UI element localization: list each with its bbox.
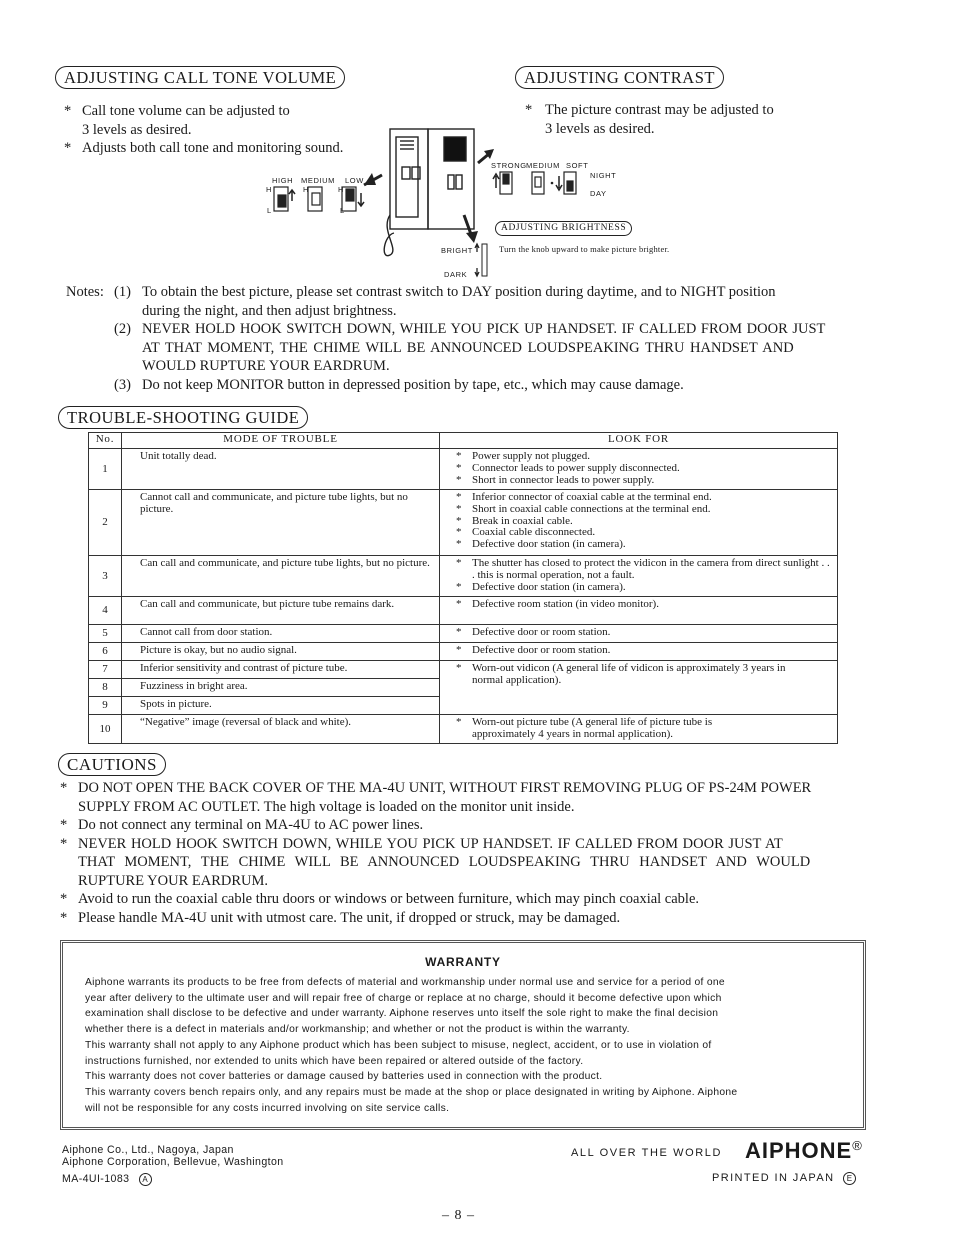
caution-item: * Do not connect any terminal on MA-4U to AC power lines. (60, 817, 424, 833)
volume-bullet-1: * Call tone volume can be adjusted to (64, 103, 290, 119)
row-no: 3 (89, 556, 122, 597)
volume-l-label-1: L (267, 206, 272, 215)
caution-item: * NEVER HOLD HOOK SWITCH DOWN, WHILE YOU PICK UP HANDSET. IF CALLED FROM DOOR JUST AT THAT MOMENT, THE CHIME WILL BE ANNOUNCED LOUDSPEAKING THRU HANDSET AND WOULD RUPTURE YOUR EARDRUM. (60, 835, 811, 889)
row-mode: Spots in picture. (122, 697, 440, 715)
row-no: 9 (89, 697, 122, 715)
row-no: 4 (89, 597, 122, 625)
footer-code: MA-4UI-1083 A (62, 1173, 152, 1186)
warranty-body: Aiphone warrants its products to be free from defects of material and workmanship under normal use and service for a period of one year after delivery to the ultimate user and will repair free of charge or replace at no charge, should it become defective upon which examination shall disclose to be defective and under warranty. Aiphone reserves unto itself the sole right to make the final decision whether there is a defect in materials and/or workmanship; and whether or not the product is within the warranty. This warranty shall not apply to any Aiphone product which has been subject to misuse, neglect, accident, or to use in violation of instructions furnished, nor extended to units which have been repaired or altered outside of the factory. This warranty does not cover batteries or damage caused by batteries used in connection with the product. This warranty covers bench repairs only, and any repairs must be made at the shop or place designated in writing by Aiphone. Aiphone will not be responsible for any costs incurred involving on site service calls. (85, 977, 738, 1114)
page-number: – 8 – (442, 1208, 475, 1223)
header-mode: MODE OF TROUBLE (122, 433, 440, 449)
note-3: (3) Do not keep MONITOR button in depressed position by tape, etc., which may cause damage. (114, 377, 684, 393)
video-monitor-illustration (360, 115, 500, 260)
row-mode: Cannot call and communicate, and picture tube lights, but no picture. (122, 490, 440, 556)
brightness-instruction: Turn the knob upward to make picture brighter. (499, 244, 670, 254)
row-mode: “Negative” image (reversal of black and white). (122, 715, 440, 744)
row-mode: Picture is okay, but no audio signal. (122, 643, 440, 661)
volume-bullet-2: * Adjusts both call tone and monitoring sound. (64, 140, 344, 156)
table-row (89, 643, 838, 661)
volume-h-label-3: H (338, 185, 345, 194)
header-look-for: LOOK FOR (440, 433, 838, 449)
section-title-cautions: CAUTIONS (58, 753, 166, 776)
table-row (89, 625, 838, 643)
trouble-table (88, 432, 838, 744)
volume-bullets (62, 102, 382, 158)
trouble-table-header (89, 433, 838, 449)
row-mode: Can call and communicate, but picture tube remains dark. (122, 597, 440, 625)
row-look-for: * Worn-out picture tube (A general life of picture tube is approximately 4 years in normal application). (440, 715, 838, 744)
table-row (89, 661, 838, 679)
caution-item: * Avoid to run the coaxial cable thru doors or windows or between furniture, which may pinch coaxial cable. (60, 891, 700, 907)
table-row (89, 490, 838, 556)
footer-tagline: ALL OVER THE WORLD (571, 1147, 723, 1159)
contrast-switch-illustration (492, 170, 588, 196)
section-title-call-tone-volume: ADJUSTING CALL TONE VOLUME (55, 66, 345, 89)
brightness-bright-label: BRIGHT (441, 246, 473, 255)
row-mode: Inferior sensitivity and contrast of picture tube. (122, 661, 440, 679)
row-no: 7 (89, 661, 122, 679)
contrast-bullets (525, 101, 845, 138)
section-title-adjusting-brightness: ADJUSTING BRIGHTNESS (495, 221, 632, 236)
footer-company-2: Aiphone Corporation, Bellevue, Washington (62, 1156, 284, 1168)
caution-item: * DO NOT OPEN THE BACK COVER OF THE MA-4U UNIT, WITHOUT FIRST REMOVING PLUG OF PS-24M POWER SUPPLY FROM AC OUTLET. The high voltage is loaded on the monitor unit inside. (60, 780, 812, 815)
contrast-bullet-1: * The picture contrast may be adjusted to (525, 102, 774, 118)
contrast-medium-label: MEDIUM (526, 161, 561, 170)
table-row (89, 556, 838, 597)
section-title-trouble-shooting: TROUBLE-SHOOTING GUIDE (58, 406, 308, 429)
row-look-for: * The shutter has closed to protect the vidicon in the camera from direct sunlight . . . this is normal operation, not a fault. * Defective door station (in camera). (440, 556, 838, 597)
row-look-for: * Power supply not plugged. * Connector leads to power supply disconnected. * Short in connector leads to power supply. (440, 449, 838, 490)
footer-company-1: Aiphone Co., Ltd., Nagoya, Japan (62, 1144, 234, 1156)
circled-mark: E (843, 1172, 856, 1185)
row-look-for: * Defective door or room station. (440, 625, 838, 643)
row-look-for: * Defective room station (in video monitor). (440, 597, 838, 625)
volume-h-label-2: H (303, 185, 310, 194)
row-mode: Cannot call from door station. (122, 625, 440, 643)
table-row (89, 715, 838, 744)
volume-switch-illustration (270, 185, 370, 215)
contrast-strong-label: STRONG (491, 161, 527, 170)
contrast-bullet-1-cont: 3 levels as desired. (545, 120, 655, 137)
brightness-knob-illustration (472, 242, 492, 278)
row-look-for: * Worn-out vidicon (A general life of vidicon is approximately 3 years in normal application). (440, 661, 838, 715)
notes-label: Notes: (66, 284, 104, 300)
row-look-for: * Defective door or room station. (440, 643, 838, 661)
footer-printed: PRINTED IN JAPAN E (712, 1172, 856, 1185)
volume-h-label-1: H (266, 185, 273, 194)
volume-bullet-1-cont: 3 levels as desired. (82, 121, 192, 138)
circled-mark: A (139, 1173, 152, 1186)
cautions-list (58, 779, 858, 927)
contrast-night-label: NIGHT (590, 171, 617, 180)
row-no: 10 (89, 715, 122, 744)
table-row (89, 449, 838, 490)
caution-item: * Please handle MA-4U unit with utmost care. The unit, if dropped or struck, may be damaged. (60, 909, 621, 926)
row-mode: Unit totally dead. (122, 449, 440, 490)
contrast-soft-label: SOFT (566, 161, 589, 170)
row-no: 2 (89, 490, 122, 556)
row-no: 5 (89, 625, 122, 643)
volume-l-label-3: L (340, 206, 345, 215)
row-mode: Fuzziness in bright area. (122, 679, 440, 697)
brightness-dark-label: DARK (444, 270, 468, 279)
section-title-adjusting-contrast: ADJUSTING CONTRAST (515, 66, 724, 89)
row-look-for: * Inferior connector of coaxial cable at the terminal end. * Short in coaxial cable connections at the terminal end. * Break in coaxial cable. * Coaxial cable disconnected. * Defective door station (in camera). (440, 490, 838, 556)
header-no: No. (89, 433, 122, 449)
row-mode: Can call and communicate, and picture tube lights, but no picture. (122, 556, 440, 597)
table-row (89, 597, 838, 625)
row-no: 8 (89, 679, 122, 697)
row-no: 6 (89, 643, 122, 661)
row-no: 1 (89, 449, 122, 490)
contrast-day-label: DAY (590, 189, 607, 198)
note-2: (2) NEVER HOLD HOOK SWITCH DOWN, WHILE YOU PICK UP HANDSET. IF CALLED FROM DOOR JUST AT THAT MOMENT, THE CHIME WILL BE ANNOUNCED LOUDSPEAKING THRU HANDSET AND WOULD RUPTURE YOUR EARDRUM. (114, 321, 826, 374)
note-1: (1) To obtain the best picture, please set contrast switch to DAY position during daytime, and to NIGHT position during the night, and then adjust brightness. (114, 284, 776, 319)
warranty-title: WARRANTY (425, 955, 501, 969)
warranty-box (60, 940, 866, 1130)
aiphone-logo: AIPHONE® (745, 1138, 863, 1163)
